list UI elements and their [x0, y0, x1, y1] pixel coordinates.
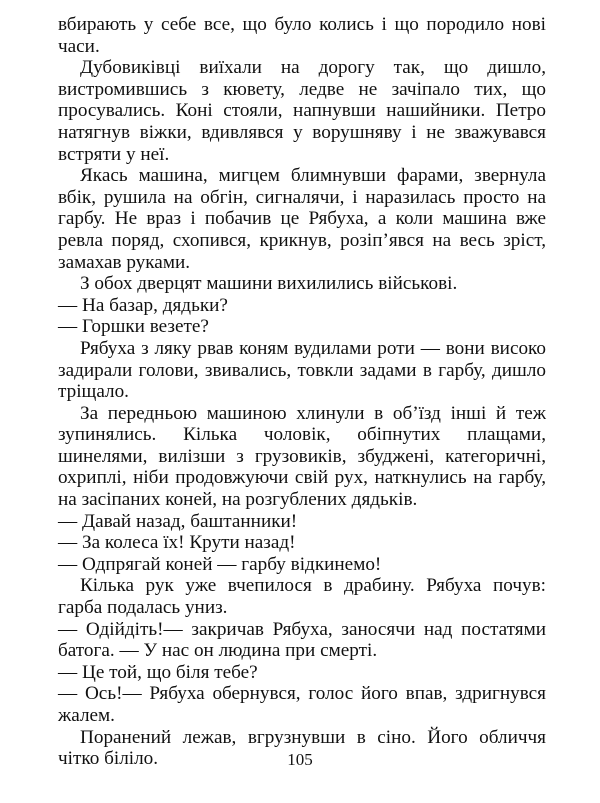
dialog-line: — Горшки везете?: [58, 316, 209, 338]
page-number: 105: [287, 750, 313, 769]
paragraph: Поранений лежав, вгрузнувши в сіно. Його обличчя чітко біліло.: [58, 726, 546, 770]
dialog-line: — Одійдіть!— закричав Рябуха, заносячи над постатями батога. — У нас он людина при смерті.: [58, 618, 546, 662]
paragraph: Кілька рук уже вчепилося в драбину. Рябуха почув: гарба подалась униз.: [58, 575, 546, 619]
dialog-line: — Давай назад, баштанники!: [58, 510, 298, 532]
paragraph: Дубовиківці виїхали на дорогу так, що дишло, вистромившись з кювету, ледве не зачіпало тих, що просувались. Коні стояли, напнувши нашийники. Петро натягнув віжки, вдивлявся у ворушняву і не зважувався встряти у неї.: [58, 57, 546, 165]
dialog-line: — За колеса їх! Крути назад!: [58, 532, 296, 554]
paragraph: За передньою машиною хлинули в об’їзд інші й теж зупинялись. Кілька чоловік, обіпнутих плащами, шинелями, вилізши з грузовиків, збуджені, категоричні, охриплі, ніби продовжуючи свій рух, наткнулись на гарбу, на засіпаних коней, на розгублених дядьків.: [58, 402, 546, 511]
paragraph: Якась машина, мигцем блимнувши фарами, звернула вбік, рушила на обгін, сигналячи, і наразилась просто на гарбу. Не враз і побачив це Рябуха, а коли машина вже ревла поряд, схопився, крикнув, розіп’явся на весь зріст, замахав руками.: [58, 165, 546, 273]
dialog-line: — На базар, дядьки?: [58, 294, 228, 316]
paragraph: З обох дверцят машини вихилились військові.: [80, 273, 458, 295]
dialog-line: — Одпрягай коней — гарбу відкинемо!: [58, 553, 382, 575]
dialog-line: — Це той, що біля тебе?: [58, 661, 258, 683]
dialog-line: — Ось!— Рябуха обернувся, голос його впав, здригнувся жалем.: [58, 683, 546, 726]
page-text-body: [58, 14, 546, 770]
paragraph: Рябуха з ляку рвав коням вудилами роти — вони високо задирали голови, звивались, товкли задами в гарбу, дишло тріщало.: [58, 337, 546, 403]
paragraph-continuation: вбирають у себе все, що було колись і що породило нові часи.: [58, 14, 546, 57]
